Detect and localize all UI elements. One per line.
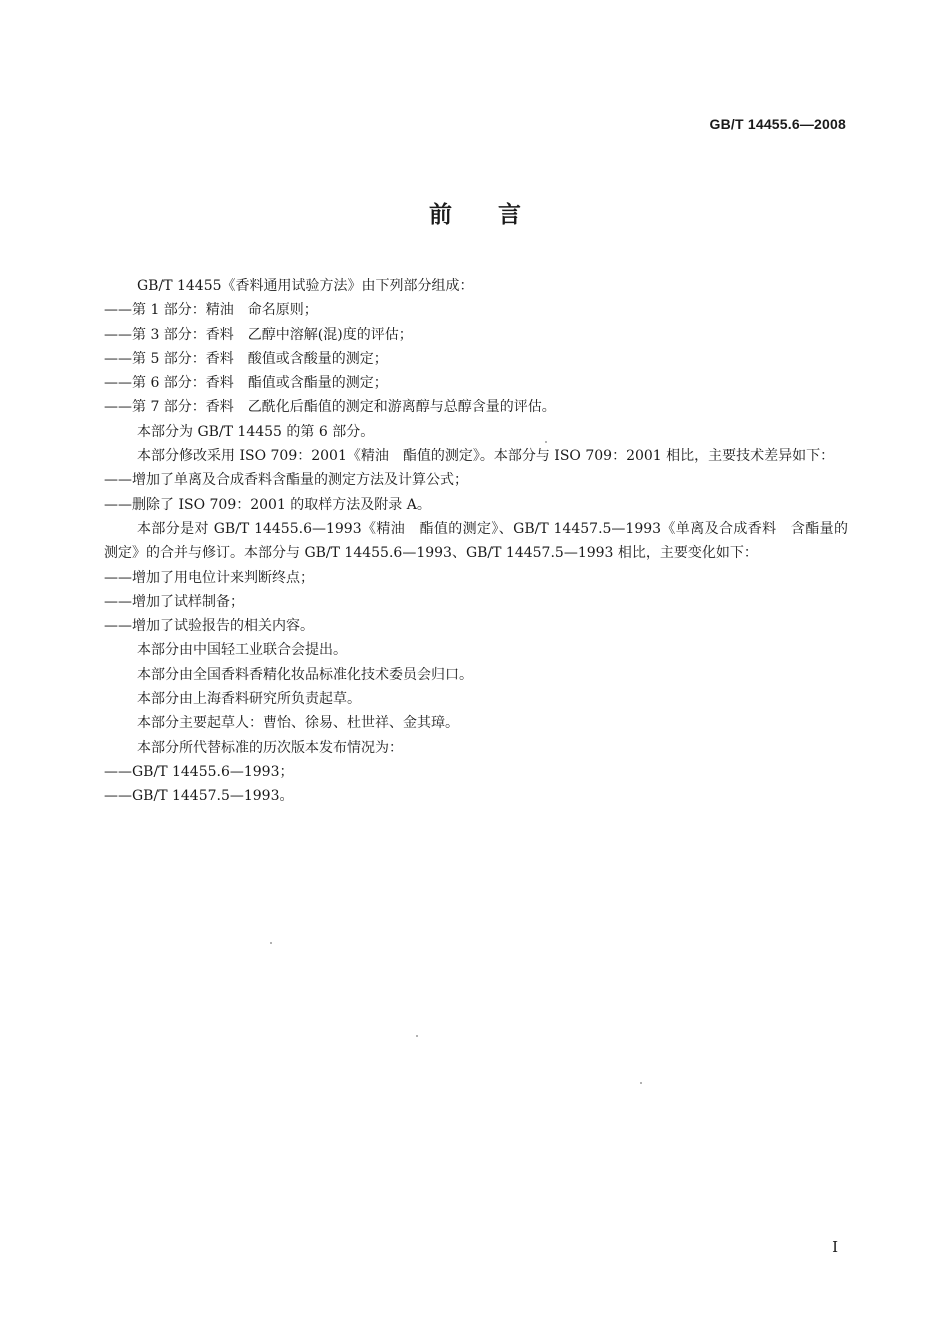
difference-list-item: ——删除了 ISO 709：2001 的取样方法及附录 A。	[104, 496, 431, 513]
this-part-paragraph: 本部分为 GB/T 14455 的第 6 部分。	[137, 423, 375, 440]
change-list-item: ——增加了试验报告的相关内容。	[104, 618, 314, 635]
history-list-item: ——GB/T 14457.5—1993。	[104, 788, 294, 805]
scan-speck	[545, 441, 547, 443]
change-list-item: ——增加了试样制备；	[104, 593, 244, 610]
page-number: I	[832, 1238, 838, 1256]
history-list-item: ——GB/T 14455.6—1993；	[104, 763, 294, 780]
history-intro-paragraph: 本部分所代替标准的历次版本发布情况为：	[137, 739, 403, 756]
part-list-item: ——第 6 部分：香料 酯值或含酯量的测定；	[104, 375, 388, 392]
managed-by-paragraph: 本部分由全国香料香精化妆品标准化技术委员会归口。	[137, 666, 473, 683]
part-list-item: ——第 7 部分：香料 乙酰化后酯值的测定和游离醇与总醇含量的评估。	[104, 399, 556, 416]
intro-paragraph: GB/T 14455《香料通用试验方法》由下列部分组成：	[137, 278, 474, 294]
part-list-item: ——第 1 部分：精油 命名原则；	[104, 302, 318, 319]
proposed-by-paragraph: 本部分由中国轻工业联合会提出。	[137, 642, 347, 659]
part-list-item: ——第 5 部分：香料 酸值或含酸量的测定；	[104, 350, 388, 367]
part-list-item: ——第 3 部分：香料 乙醇中溶解(混)度的评估；	[104, 326, 413, 343]
difference-list-item: ——增加了单离及合成香料含酯量的测定方法及计算公式；	[104, 472, 468, 489]
standard-number: GB/T 14455.6—2008	[709, 116, 846, 132]
scan-speck	[416, 1035, 418, 1037]
drafted-by-paragraph: 本部分由上海香料研究所负责起草。	[137, 691, 361, 708]
change-list-item: ——增加了用电位计来判断终点；	[104, 569, 314, 586]
merge-paragraph: 本部分是对 GB/T 14455.6—1993《精油 酯值的测定》、GB/T 14457.5—1993《单离及合成香料 含酯量的测定》的合并与修订。本部分与 GB/T 14455.6—1993、GB/T 14457.5—1993 相比，主要变化如下：	[104, 520, 848, 562]
page-title: 前言	[429, 202, 567, 228]
drafters-paragraph: 本部分主要起草人：曹怡、徐易、杜世祥、金其璋。	[137, 715, 459, 732]
adoption-paragraph: 本部分修改采用 ISO 709：2001《精油 酯值的测定》。本部分与 ISO 709：2001 相比，主要技术差异如下：	[137, 448, 835, 465]
scan-speck	[270, 942, 272, 944]
foreword-body	[104, 274, 848, 809]
scan-speck	[640, 1082, 642, 1084]
